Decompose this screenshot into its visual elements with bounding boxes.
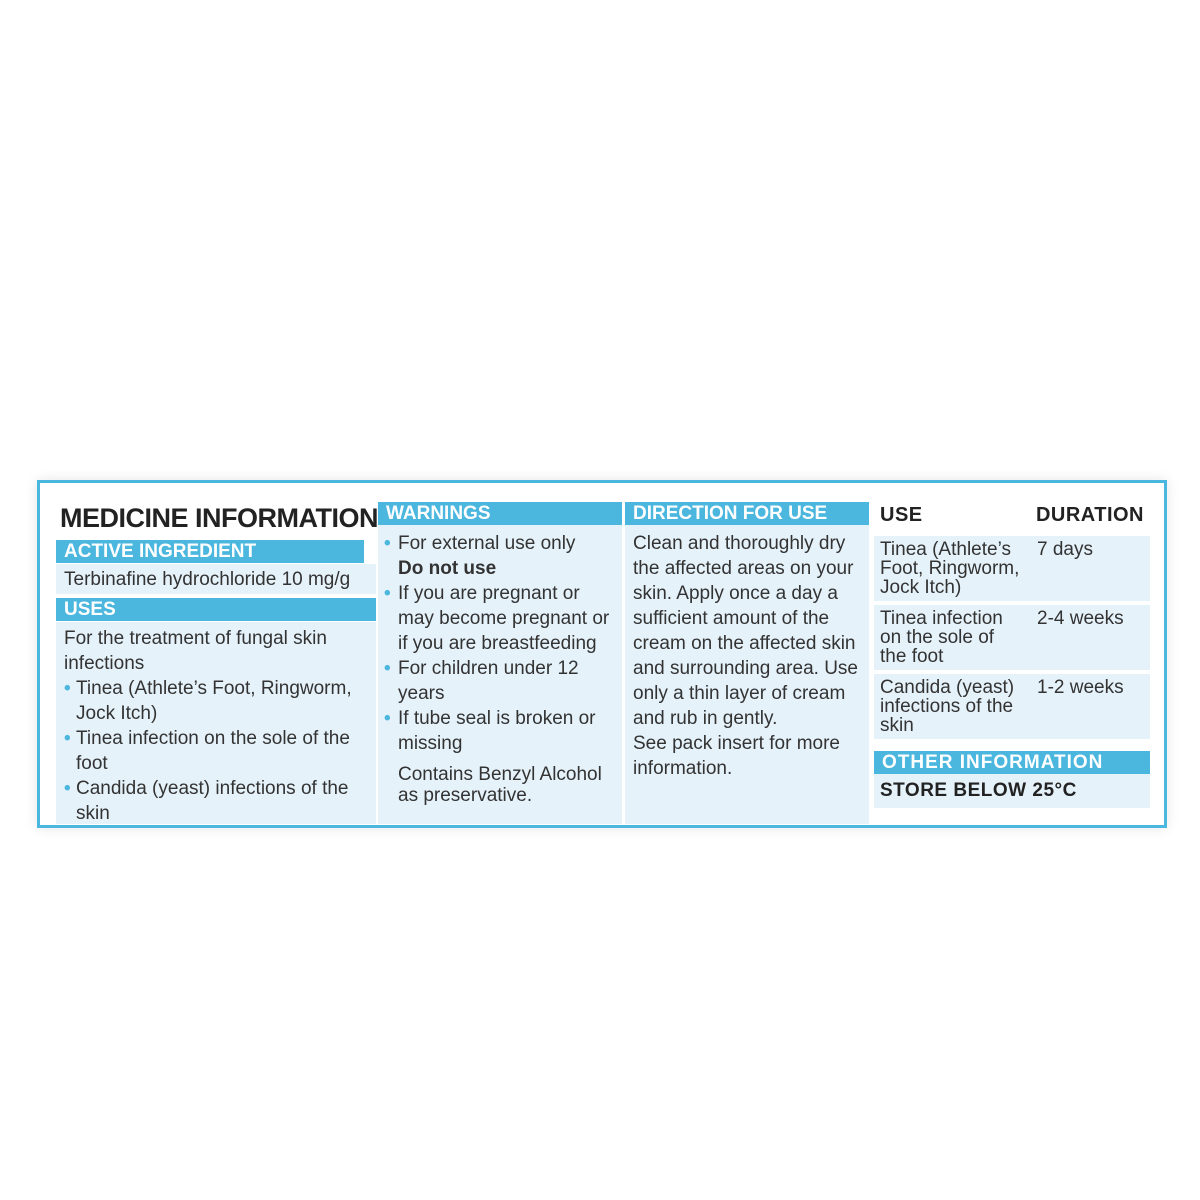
bullet-icon: • xyxy=(384,583,391,604)
duration-table-header xyxy=(874,502,1150,532)
table-cell-duration: 7 days xyxy=(1031,536,1150,601)
list-item xyxy=(384,656,614,706)
storage-instruction: STORE BELOW 25°C xyxy=(874,774,1150,808)
bullet-icon: • xyxy=(64,728,71,749)
do-not-use-label: Do not use xyxy=(398,558,497,579)
warning-item: If you are pregnant or may become pregnant or if you are breastfeeding xyxy=(398,583,610,654)
bullet-icon: • xyxy=(384,708,391,729)
directions-body xyxy=(625,525,869,781)
bullet-icon: • xyxy=(64,778,71,799)
table-row xyxy=(874,605,1150,670)
warnings-column xyxy=(378,502,622,824)
warning-item: If tube seal is broken or missing xyxy=(398,708,596,754)
preservative-note: Contains Benzyl Alcohol as preservative. xyxy=(398,764,602,806)
column-header-use: USE xyxy=(880,504,923,526)
directions-text: Clean and thoroughly dry the affected areas on your skin. Apply once a day a sufficient amount of the cream on the affected skin and surrounding area. Use only a thin layer of cream and rub in gently. xyxy=(633,533,858,729)
directions-column xyxy=(625,502,869,824)
bullet-icon: • xyxy=(384,658,391,679)
table-cell-use: Tinea infection on the sole of the foot xyxy=(874,605,1031,670)
active-ingredient-heading: ACTIVE INGREDIENT xyxy=(56,540,364,563)
list-item xyxy=(64,776,368,826)
directions-more: See pack insert for more information. xyxy=(633,733,840,779)
duration-table xyxy=(874,532,1150,743)
list-item xyxy=(384,581,614,656)
list-item xyxy=(64,676,368,726)
warnings-body xyxy=(378,525,622,806)
bullet-icon: • xyxy=(64,678,71,699)
table-cell-duration: 1-2 weeks xyxy=(1031,674,1150,739)
medicine-info-panel xyxy=(37,480,1167,828)
table-cell-use: Tinea (Athlete’s Foot, Ringworm, Jock Itch) xyxy=(874,536,1031,601)
directions-heading: DIRECTION FOR USE xyxy=(625,502,869,525)
uses-item: Tinea infection on the sole of the foot xyxy=(76,728,350,774)
duration-column xyxy=(874,502,1150,824)
uses-item: Candida (yeast) infections of the skin xyxy=(76,778,349,824)
warning-item: For children under 12 years xyxy=(398,658,579,704)
warnings-heading: WARNINGS xyxy=(378,502,622,525)
list-item xyxy=(384,531,614,556)
list-item xyxy=(64,726,368,776)
uses-item: Tinea (Athlete’s Foot, Ringworm, Jock Itch) xyxy=(76,678,352,724)
uses-intro: For the treatment of fungal skin infections xyxy=(64,628,327,674)
table-row xyxy=(874,536,1150,601)
bullet-icon: • xyxy=(384,533,391,554)
medicine-info-column xyxy=(56,502,376,824)
table-cell-use: Candida (yeast) infections of the skin xyxy=(874,674,1031,739)
page-title: MEDICINE INFORMATION xyxy=(60,503,378,533)
column-header-duration: DURATION xyxy=(1035,504,1144,526)
warning-item: For external use only xyxy=(398,533,576,554)
other-information-heading: OTHER INFORMATION xyxy=(874,751,1150,774)
table-cell-duration: 2-4 weeks xyxy=(1031,605,1150,670)
uses-heading: USES xyxy=(56,598,376,621)
table-row xyxy=(874,674,1150,739)
uses-body xyxy=(56,622,376,824)
active-ingredient-value: Terbinafine hydrochloride 10 mg/g xyxy=(56,564,376,594)
list-item xyxy=(384,706,614,756)
